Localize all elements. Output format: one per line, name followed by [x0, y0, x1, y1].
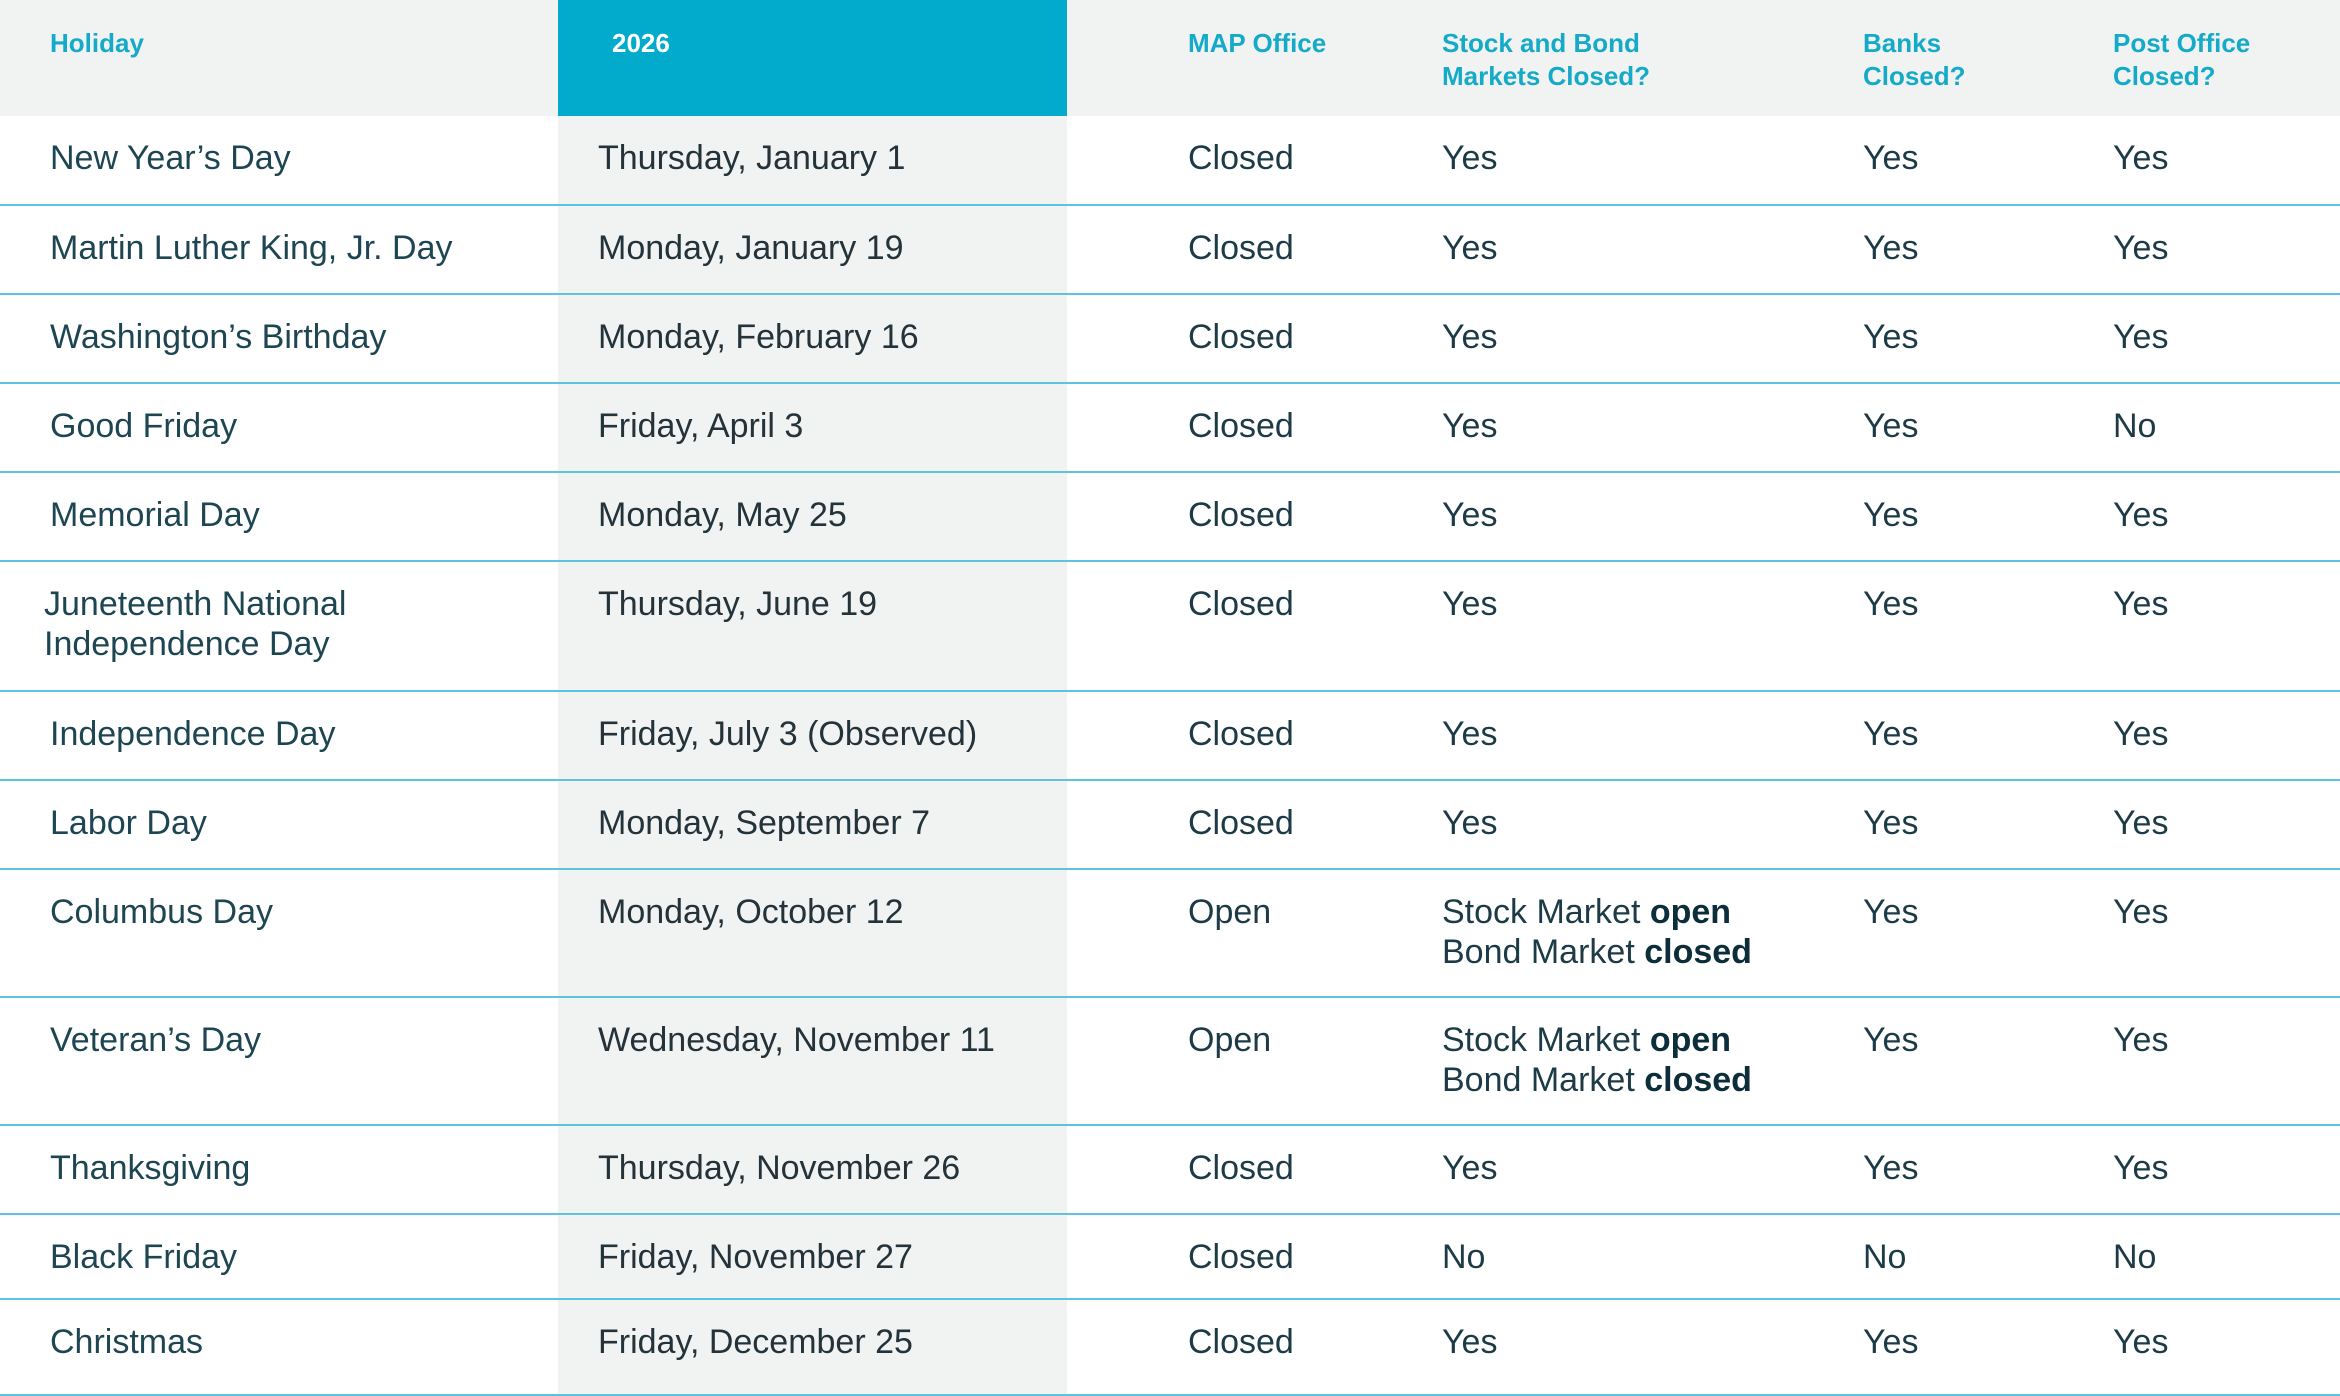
bond-market-label: Bond Market: [1442, 933, 1645, 971]
stock-market-status: [1442, 1020, 1863, 1060]
map-office-status: Open: [1188, 1021, 1272, 1059]
holiday-date: Monday, January 19: [598, 229, 904, 267]
date-cell: [558, 1126, 1067, 1213]
table-row: [0, 116, 2340, 206]
table-row: [0, 473, 2340, 562]
holiday-date: Friday, July 3 (Observed): [598, 715, 978, 753]
map-office-status: Closed: [1188, 229, 1294, 267]
header-year-label: 2026: [612, 28, 670, 58]
map-office-cell: [1067, 1126, 1442, 1213]
date-cell: [558, 295, 1067, 382]
bond-market-value: closed: [1644, 1061, 1752, 1099]
stock-bond-status: Yes: [1442, 715, 1498, 753]
map-office-cell: [1067, 384, 1442, 471]
holiday-name: Black Friday: [50, 1238, 238, 1276]
map-office-status: Closed: [1188, 1238, 1294, 1276]
banks-cell: [1863, 692, 2113, 779]
date-cell: [558, 1215, 1067, 1298]
header-banks-line2: Closed?: [1863, 61, 1966, 91]
table-row: [0, 692, 2340, 781]
table-row: [0, 1300, 2340, 1396]
holiday-date: Monday, February 16: [598, 318, 919, 356]
stock-bond-cell: [1442, 206, 1863, 293]
header-post-line1: Post Office: [2113, 28, 2251, 58]
holiday-date: Monday, October 12: [598, 893, 904, 931]
stock-bond-cell: [1442, 692, 1863, 779]
stock-bond-cell: [1442, 870, 1863, 996]
map-office-status: Open: [1188, 893, 1272, 931]
table-row: [0, 1126, 2340, 1215]
table-row: [0, 870, 2340, 998]
date-cell: [558, 781, 1067, 868]
banks-status: Yes: [1863, 1021, 1919, 1059]
holiday-date: Wednesday, November 11: [598, 1021, 995, 1059]
holiday-name: Washington’s Birthday: [50, 318, 387, 356]
date-cell: [558, 562, 1067, 690]
post-office-status: Yes: [2113, 1021, 2169, 1059]
holiday-cell: [0, 116, 558, 204]
map-office-status: Closed: [1188, 1149, 1294, 1187]
date-cell: [558, 870, 1067, 996]
post-office-cell: [2113, 1300, 2340, 1394]
post-office-cell: [2113, 998, 2340, 1124]
banks-status: Yes: [1863, 804, 1919, 842]
banks-status: Yes: [1863, 496, 1919, 534]
banks-status: Yes: [1863, 229, 1919, 267]
banks-cell: [1863, 1215, 2113, 1298]
banks-cell: [1863, 1126, 2113, 1213]
holiday-date: Friday, December 25: [598, 1323, 913, 1361]
banks-status: Yes: [1863, 407, 1919, 445]
post-office-cell: [2113, 692, 2340, 779]
banks-cell: [1863, 1300, 2113, 1394]
stock-bond-cell: [1442, 1126, 1863, 1213]
map-office-status: Closed: [1188, 496, 1294, 534]
map-office-cell: [1067, 998, 1442, 1124]
banks-cell: [1863, 295, 2113, 382]
holiday-name: Veteran’s Day: [50, 1021, 262, 1059]
holiday-name: New Year’s Day: [50, 139, 291, 177]
stock-market-label: Stock Market: [1442, 893, 1650, 931]
map-office-cell: [1067, 781, 1442, 868]
holiday-date: Thursday, January 1: [598, 139, 906, 177]
map-office-cell: [1067, 1300, 1442, 1394]
post-office-status: Yes: [2113, 318, 2169, 356]
date-cell: [558, 998, 1067, 1124]
holiday-date: Thursday, June 19: [598, 585, 878, 623]
post-office-status: Yes: [2113, 229, 2169, 267]
post-office-status: Yes: [2113, 139, 2169, 177]
table-header-row: [0, 0, 2340, 116]
post-office-cell: [2113, 384, 2340, 471]
stock-bond-cell: [1442, 116, 1863, 204]
stock-bond-cell: [1442, 781, 1863, 868]
banks-cell: [1863, 473, 2113, 560]
map-office-cell: [1067, 473, 1442, 560]
stock-bond-cell: [1442, 1215, 1863, 1298]
stock-bond-status: Yes: [1442, 229, 1498, 267]
holiday-date: Monday, May 25: [598, 496, 847, 534]
map-office-status: Closed: [1188, 1323, 1294, 1361]
post-office-cell: [2113, 206, 2340, 293]
bond-market-label: Bond Market: [1442, 1061, 1645, 1099]
table-row: [0, 206, 2340, 295]
holiday-name: Independence Day: [50, 715, 336, 753]
stock-bond-cell: [1442, 562, 1863, 690]
post-office-status: Yes: [2113, 1323, 2169, 1361]
header-holiday: [0, 0, 558, 116]
banks-status: Yes: [1863, 715, 1919, 753]
post-office-status: Yes: [2113, 893, 2169, 931]
stock-bond-status: Yes: [1442, 318, 1498, 356]
holiday-date: Thursday, November 26: [598, 1149, 961, 1187]
banks-status: Yes: [1863, 893, 1919, 931]
date-cell: [558, 1300, 1067, 1394]
stock-bond-cell: [1442, 998, 1863, 1124]
table-row: [0, 295, 2340, 384]
stock-bond-cell: [1442, 295, 1863, 382]
post-office-cell: [2113, 116, 2340, 204]
post-office-status: Yes: [2113, 715, 2169, 753]
post-office-status: Yes: [2113, 804, 2169, 842]
holiday-cell: [0, 1300, 558, 1394]
header-year: [558, 0, 1067, 116]
stock-market-value: open: [1649, 1021, 1732, 1059]
post-office-cell: [2113, 870, 2340, 996]
stock-bond-status: Yes: [1442, 1323, 1498, 1361]
banks-status: Yes: [1863, 1323, 1919, 1361]
post-office-status: No: [2113, 1238, 2157, 1276]
holiday-date: Friday, April 3: [598, 407, 804, 445]
header-stock-bond-line2: Markets Closed?: [1442, 61, 1651, 91]
map-office-status: Closed: [1188, 139, 1294, 177]
post-office-cell: [2113, 1215, 2340, 1298]
header-map-office-label: MAP Office: [1188, 28, 1327, 58]
holiday-cell: [0, 870, 558, 996]
table-row: [0, 384, 2340, 473]
stock-bond-status: Yes: [1442, 496, 1498, 534]
map-office-status: Closed: [1188, 585, 1294, 623]
map-office-status: Closed: [1188, 715, 1294, 753]
table-row: [0, 998, 2340, 1126]
header-stock-bond: [1442, 0, 1863, 116]
map-office-cell: [1067, 692, 1442, 779]
stock-market-status: [1442, 892, 1863, 932]
holiday-date: Friday, November 27: [598, 1238, 913, 1276]
header-map-office: [1067, 0, 1442, 116]
holiday-cell: [0, 473, 558, 560]
banks-status: Yes: [1863, 1149, 1919, 1187]
stock-bond-status: Yes: [1442, 1149, 1498, 1187]
post-office-status: Yes: [2113, 496, 2169, 534]
banks-cell: [1863, 998, 2113, 1124]
holiday-cell: [0, 295, 558, 382]
post-office-status: Yes: [2113, 1149, 2169, 1187]
holiday-name: Martin Luther King, Jr. Day: [50, 229, 453, 267]
header-post-line2: Closed?: [2113, 61, 2216, 91]
table-row: [0, 562, 2340, 692]
holiday-name: Columbus Day: [50, 893, 273, 931]
map-office-status: Closed: [1188, 407, 1294, 445]
holiday-name: Christmas: [50, 1323, 204, 1361]
post-office-cell: [2113, 781, 2340, 868]
bond-market-value: closed: [1644, 933, 1752, 971]
stock-bond-cell: [1442, 384, 1863, 471]
stock-bond-status: Yes: [1442, 139, 1498, 177]
banks-status: Yes: [1863, 585, 1919, 623]
map-office-cell: [1067, 206, 1442, 293]
map-office-status: Closed: [1188, 318, 1294, 356]
holiday-name-line1: Juneteenth National: [44, 585, 347, 623]
bond-market-status: [1442, 1060, 1863, 1100]
bond-market-status: [1442, 932, 1863, 972]
banks-status: No: [1863, 1238, 1907, 1276]
header-post-office: [2113, 0, 2340, 116]
post-office-status: Yes: [2113, 585, 2169, 623]
banks-cell: [1863, 781, 2113, 868]
holiday-cell: [0, 206, 558, 293]
banks-cell: [1863, 384, 2113, 471]
stock-bond-status: Yes: [1442, 585, 1498, 623]
banks-cell: [1863, 870, 2113, 996]
holiday-name-line2: Independence Day: [44, 625, 330, 663]
post-office-cell: [2113, 295, 2340, 382]
map-office-cell: [1067, 870, 1442, 996]
banks-cell: [1863, 562, 2113, 690]
stock-bond-cell: [1442, 1300, 1863, 1394]
post-office-cell: [2113, 562, 2340, 690]
holiday-name: Memorial Day: [50, 496, 260, 534]
map-office-cell: [1067, 295, 1442, 382]
header-banks: [1863, 0, 2113, 116]
holiday-date: Monday, September 7: [598, 804, 930, 842]
stock-market-value: open: [1649, 893, 1732, 931]
holiday-cell: [0, 384, 558, 471]
date-cell: [558, 473, 1067, 560]
post-office-cell: [2113, 473, 2340, 560]
post-office-cell: [2113, 1126, 2340, 1213]
stock-bond-status: Yes: [1442, 804, 1498, 842]
banks-status: Yes: [1863, 318, 1919, 356]
date-cell: [558, 692, 1067, 779]
banks-cell: [1863, 206, 2113, 293]
date-cell: [558, 384, 1067, 471]
holiday-cell: [0, 781, 558, 868]
holiday-name: Thanksgiving: [50, 1149, 251, 1187]
holiday-name: Good Friday: [50, 407, 238, 445]
map-office-cell: [1067, 562, 1442, 690]
header-stock-bond-line1: Stock and Bond: [1442, 28, 1640, 58]
holiday-cell: [0, 1215, 558, 1298]
date-cell: [558, 116, 1067, 204]
holiday-cell: [0, 1126, 558, 1213]
post-office-status: No: [2113, 407, 2157, 445]
header-banks-line1: Banks: [1863, 28, 1942, 58]
banks-status: Yes: [1863, 139, 1919, 177]
header-holiday-label: Holiday: [50, 28, 144, 58]
table-row: [0, 781, 2340, 870]
holiday-cell: [0, 692, 558, 779]
date-cell: [558, 206, 1067, 293]
holiday-cell: [0, 562, 558, 690]
stock-bond-cell: [1442, 473, 1863, 560]
holiday-name: Labor Day: [50, 804, 207, 842]
stock-market-label: Stock Market: [1442, 1021, 1650, 1059]
stock-bond-status: No: [1442, 1238, 1486, 1276]
banks-cell: [1863, 116, 2113, 204]
map-office-cell: [1067, 1215, 1442, 1298]
table-row: [0, 1215, 2340, 1300]
holiday-cell: [0, 998, 558, 1124]
stock-bond-status: Yes: [1442, 407, 1498, 445]
map-office-cell: [1067, 116, 1442, 204]
map-office-status: Closed: [1188, 804, 1294, 842]
